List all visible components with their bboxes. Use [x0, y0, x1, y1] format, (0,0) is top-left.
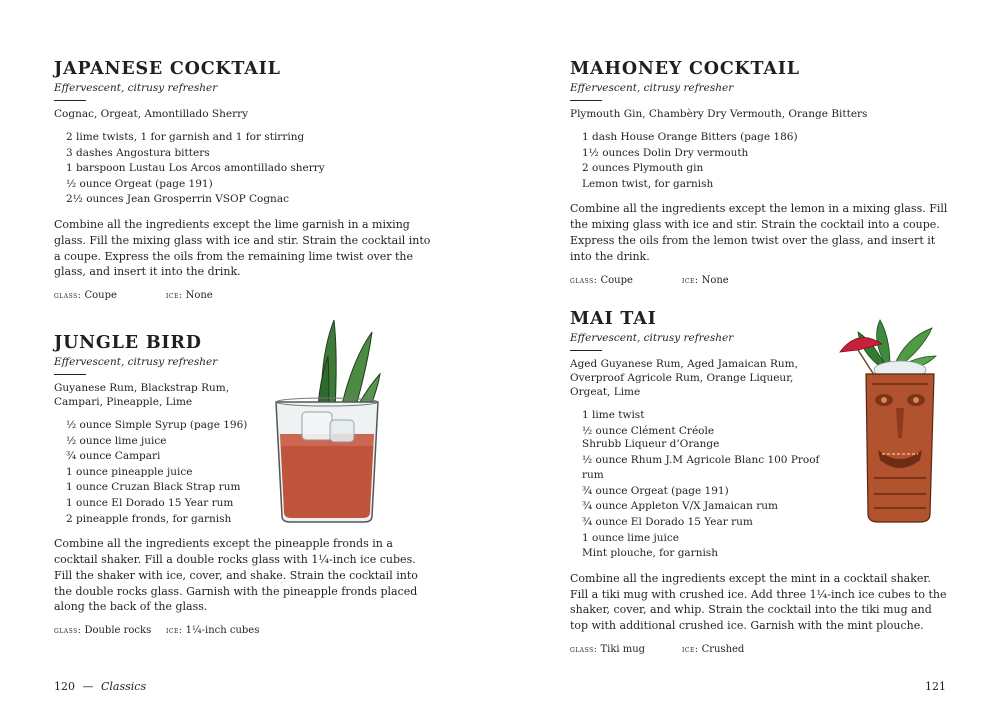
ice-info: [166, 289, 213, 303]
ingredient: ½ ounce Orgeat (page 191): [66, 177, 213, 190]
divider: [54, 374, 86, 375]
ingredient: 1½ ounces Dolin Dry vermouth: [582, 146, 749, 159]
page-number-left: 120: [54, 680, 75, 693]
recipe-subtitle: Effervescent, citrusy refresher: [570, 332, 734, 344]
ingredient: ½ ounce lime juice: [66, 434, 167, 447]
ice-info: [682, 274, 729, 288]
ice-label: ice:: [682, 644, 699, 655]
ingredient-list: [582, 408, 832, 562]
recipe-meta: [54, 289, 434, 303]
recipe-subtitle: Effervescent, citrusy refresher: [570, 82, 734, 94]
recipe-subtitle: Effervescent, citrusy refresher: [54, 356, 218, 368]
recipe-method: Combine all the ingredients except the lemon in a mixing glass. Fill the mixing glass with ice and stir. Strain the cocktail into a coupe. Express the oils from the lemon twist over the glass, and insert it into the drink.: [570, 202, 948, 263]
page-footer-right: [925, 680, 946, 693]
ice-value: None: [701, 274, 729, 286]
ingredient: 1 ounce El Dorado 15 Year rum: [66, 496, 234, 509]
glass-label: glass:: [570, 644, 598, 655]
recipe-meta: [570, 274, 950, 288]
recipe-method: Combine all the ingredients except the pineapple fronds in a cocktail shaker. Fill a double rocks glass with 1¼-inch ice cubes. Fill the shaker with ice, cover, and shake. Strain the cocktail into the double rocks glass. Garnish with the pineapple fronds placed along the back of the glass.: [54, 537, 418, 614]
ingredient: Mint plouche, for garnish: [582, 547, 718, 560]
mai-tai-tiki-mug-illustration: [836, 318, 946, 526]
ingredient: 2 ounces Plymouth gin: [582, 162, 704, 175]
glass-value: Tiki mug: [600, 643, 646, 655]
ice-label: ice:: [166, 626, 183, 637]
ingredient: ¾ ounce Appleton V/X Jamaican rum: [582, 500, 778, 513]
ingredient-list: [66, 130, 434, 208]
ingredient: 1 ounce Cruzan Black Strap rum: [66, 481, 241, 494]
tiki-mug: [866, 374, 934, 522]
ice-info: [166, 624, 259, 638]
divider: [570, 100, 602, 101]
glass-info: [570, 643, 682, 657]
page-footer-left: [54, 680, 146, 693]
ingredient: ¾ ounce Orgeat (page 191): [582, 484, 729, 497]
ingredient: Lemon twist, for garnish: [582, 177, 714, 190]
ice-info: [682, 643, 744, 657]
glass-value: Coupe: [600, 274, 633, 286]
glass-info: [54, 289, 166, 303]
recipe-subtitle: Effervescent, citrusy refresher: [54, 82, 218, 94]
ingredient: ¾ ounce Campari: [66, 450, 161, 463]
cocktail-liquid: [280, 434, 374, 518]
section-name: Classics: [101, 680, 147, 693]
ice-value: None: [185, 290, 213, 302]
recipe-method: Combine all the ingredients except the lime garnish in a mixing glass. Fill the mixing glass with ice and stir. Strain the cocktail into a coupe. Express the oils from the remaining lime twist over the glass, and insert it into the drink.: [54, 217, 431, 279]
recipe-spirits: Plymouth Gin, Chambèry Dry Vermouth, Orange Bitters: [570, 108, 868, 120]
ice-label: ice:: [682, 275, 699, 286]
glass-label: glass:: [54, 291, 82, 302]
recipe-spirits: Guyanese Rum, Blackstrap Rum, Campari, Pineapple, Lime: [54, 382, 230, 408]
recipe-spirits: Aged Guyanese Rum, Aged Jamaican Rum, Overproof Agricole Rum, Orange Liqueur, Orgeat, Lime: [570, 358, 798, 398]
ice-value: Crushed: [701, 643, 745, 655]
recipe-title: MAHONEY COCKTAIL: [570, 59, 800, 79]
ingredient: ½ ounce Clément Créole Shrubb Liqueur d’Orange: [582, 424, 720, 450]
ingredient: 2 pineapple fronds, for garnish: [66, 512, 232, 525]
divider: [570, 350, 602, 351]
recipe-method: Combine all the ingredients except the mint in a cocktail shaker. Fill a tiki mug with crushed ice. Add three 1¼-inch ice cubes to the shaker, cover, and whip. Strain the cocktail into the tiki mug and top with additional crushed ice. Garnish with the mint plouche.: [570, 571, 947, 633]
recipe-meta: [570, 643, 950, 657]
ingredient: 2½ ounces Jean Grosperrin VSOP Cognac: [66, 193, 289, 206]
ingredient: 1 lime twist: [582, 409, 645, 421]
jungle-bird-glass-illustration: [268, 316, 390, 528]
recipe-title: JUNGLE BIRD: [54, 333, 202, 353]
glass-info: [570, 274, 682, 288]
ingredient: ½ ounce Simple Syrup (page 196): [66, 419, 248, 431]
ingredient: ½ ounce Rhum J.M Agricole Blanc 100 Proof rum: [582, 453, 820, 482]
ingredient-list: [582, 130, 950, 192]
recipe-meta: [54, 624, 434, 638]
recipe-title: MAI TAI: [570, 309, 657, 329]
footer-separator: —: [82, 680, 94, 693]
glass-info: [54, 624, 166, 638]
page-number-right: 121: [925, 680, 946, 693]
ice-value: 1¼-inch cubes: [185, 625, 260, 637]
glass-value: Double rocks: [84, 625, 152, 637]
recipe-japanese-cocktail: [54, 58, 434, 303]
ice-label: ice:: [166, 291, 183, 302]
glass-label: glass:: [570, 275, 598, 286]
ingredient: 1 barspoon Lustau Los Arcos amontillado sherry: [66, 162, 325, 175]
recipe-mahoney-cocktail: [570, 58, 950, 288]
ingredient: 1 ounce lime juice: [582, 531, 679, 544]
ingredient: 3 dashes Angostura bitters: [66, 146, 210, 159]
glass-value: Coupe: [84, 290, 117, 302]
ice-cube: [302, 412, 332, 440]
divider: [54, 100, 86, 101]
ingredient: 2 lime twists, 1 for garnish and 1 for stirring: [66, 131, 305, 143]
recipe-spirits: Cognac, Orgeat, Amontillado Sherry: [54, 108, 249, 120]
ingredient: 1 dash House Orange Bitters (page 186): [582, 131, 798, 143]
ingredient: ¾ ounce El Dorado 15 Year rum: [582, 515, 753, 528]
ingredient: 1 ounce pineapple juice: [66, 465, 193, 478]
recipe-title: JAPANESE COCKTAIL: [54, 59, 281, 79]
glass-label: glass:: [54, 626, 82, 637]
